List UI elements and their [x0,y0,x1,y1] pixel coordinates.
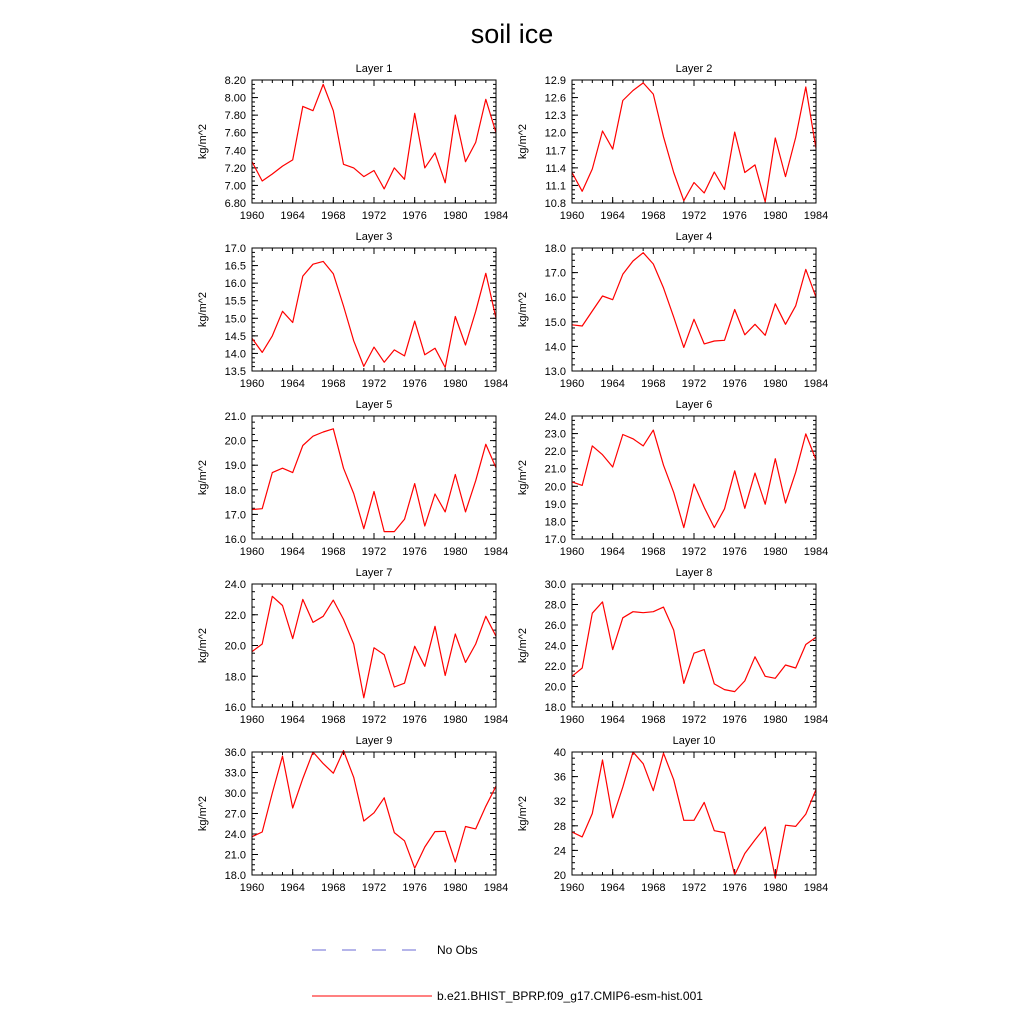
y-tick-label: 18.0 [544,243,566,255]
x-tick-label: 1960 [239,210,265,222]
panel-layer-7 [197,567,508,726]
panel-layer-5 [197,399,508,558]
y-tick-label: 24.0 [544,640,566,653]
figure-title: soil ice [470,19,554,49]
x-tick-label: 1972 [681,378,707,390]
y-tick-label: 20 [553,870,566,882]
y-tick-label: 13.5 [224,366,246,378]
minor-ticks [252,80,496,203]
x-tick-label: 1980 [443,210,468,222]
y-tick-label: 16.5 [224,260,246,273]
y-tick-label: 16.0 [224,278,246,291]
y-tick-label: 28.0 [544,599,566,612]
y-tick-label: 32 [553,796,566,809]
y-tick-label: 18.0 [224,870,246,882]
y-axis-label: kg/m^2 [197,291,209,328]
x-tick-label: 1960 [559,882,585,894]
y-tick-label: 11.7 [545,145,566,158]
panel-title: Layer 2 [675,63,713,75]
x-tick-label: 1968 [641,714,666,726]
y-tick-label: 30.0 [544,579,566,591]
y-tick-label: 21.0 [224,849,246,862]
x-tick-label: 1964 [280,546,305,558]
panel-title: Layer 9 [355,735,393,747]
panel-layer-2 [517,63,828,222]
y-tick-label: 22.0 [544,446,566,459]
x-tick-label: 1980 [443,378,468,390]
legend-model-label: b.e21.BHIST_BPRP.f09_g17.CMIP6-esm-hist.001 [437,989,703,1003]
y-tick-label: 16.0 [224,702,246,714]
y-tick-label: 7.00 [224,180,246,193]
x-tick-label: 1976 [402,210,427,222]
series-line [572,83,816,202]
x-tick-label: 1976 [722,714,747,726]
panel-layer-6 [517,399,828,558]
x-tick-label: 1972 [681,546,707,558]
minor-ticks [572,248,816,371]
series-line [252,84,496,188]
legend-no-obs-label: No Obs [437,943,478,957]
y-tick-label: 40 [553,747,566,759]
y-tick-label: 22.0 [224,609,246,622]
x-tick-label: 1984 [483,210,509,222]
y-tick-label: 24 [553,845,566,858]
x-tick-label: 1972 [681,714,707,726]
x-tick-label: 1968 [641,378,666,390]
x-tick-label: 1976 [722,546,747,558]
series-line [572,602,816,692]
x-tick-label: 1960 [239,546,265,558]
y-axis-label: kg/m^2 [517,291,529,328]
y-tick-label: 6.80 [224,198,246,210]
panel-title: Layer 5 [355,399,393,411]
y-tick-label: 17.0 [224,509,246,522]
y-tick-label: 13.0 [544,366,566,378]
y-tick-label: 24.0 [224,579,246,591]
x-tick-label: 1972 [361,546,387,558]
y-tick-label: 17.0 [544,267,566,280]
x-tick-label: 1976 [722,882,747,894]
y-axis-label: kg/m^2 [517,123,529,160]
x-tick-label: 1984 [803,378,829,390]
y-tick-label: 26.0 [544,620,566,632]
x-tick-label: 1968 [641,882,666,894]
y-tick-label: 21.0 [544,463,566,476]
series-line [252,751,496,869]
plot-frame [572,584,816,707]
y-tick-label: 14.5 [224,330,246,343]
x-tick-label: 1972 [361,210,387,222]
x-tick-label: 1984 [483,546,509,558]
x-tick-label: 1968 [321,210,346,222]
panel-title: Layer 4 [675,231,713,243]
x-tick-label: 1960 [559,378,585,390]
x-tick-label: 1980 [763,714,788,726]
series-line [252,261,496,367]
y-axis-label: kg/m^2 [197,459,209,496]
plot-frame [252,416,496,539]
plot-frame [252,80,496,203]
x-tick-label: 1984 [803,714,829,726]
x-tick-label: 1960 [239,378,265,390]
x-tick-label: 1964 [600,210,625,222]
panel-title: Layer 6 [675,399,713,411]
plot-frame [572,248,816,371]
series-line [252,429,496,532]
x-tick-label: 1980 [763,378,788,390]
x-tick-label: 1972 [361,714,387,726]
x-tick-label: 1984 [483,714,509,726]
y-tick-label: 7.60 [224,127,246,140]
x-tick-label: 1976 [402,378,427,390]
panel-layer-4 [517,231,828,390]
series-line [252,596,496,698]
y-tick-label: 16.0 [544,292,566,305]
y-tick-label: 10.8 [544,198,566,210]
x-tick-label: 1976 [402,714,427,726]
x-tick-label: 1976 [402,882,427,894]
y-axis-label: kg/m^2 [197,123,209,160]
y-tick-label: 8.20 [224,75,246,87]
y-tick-label: 23.0 [544,428,566,441]
series-line [572,430,816,527]
y-tick-label: 20.0 [544,681,566,694]
x-tick-label: 1964 [280,882,305,894]
y-tick-label: 14.0 [544,341,566,354]
x-tick-label: 1968 [641,546,666,558]
panel-title: Layer 10 [672,735,716,747]
minor-ticks [252,248,496,371]
y-tick-label: 27.0 [224,808,246,821]
x-tick-label: 1964 [280,210,305,222]
panel-title: Layer 7 [355,567,393,579]
y-tick-label: 11.4 [545,162,566,175]
y-tick-label: 18.0 [544,702,566,714]
x-tick-label: 1972 [681,210,707,222]
y-tick-label: 20.0 [544,481,566,494]
y-tick-label: 36 [553,771,566,784]
y-tick-label: 15.0 [544,316,566,329]
x-tick-label: 1984 [803,882,829,894]
y-tick-label: 15.0 [224,313,246,326]
y-axis-label: kg/m^2 [517,627,529,664]
x-tick-label: 1968 [321,378,346,390]
panel-title: Layer 3 [355,231,393,243]
y-tick-label: 33.0 [224,767,246,780]
y-tick-label: 20.0 [224,640,246,653]
x-tick-label: 1972 [361,378,387,390]
series-line [572,253,816,348]
x-tick-label: 1960 [239,714,265,726]
x-tick-label: 1976 [402,546,427,558]
y-axis-label: kg/m^2 [197,795,209,832]
minor-ticks [572,584,816,707]
legend [312,943,703,1003]
panel-title: Layer 1 [355,63,393,75]
y-axis-label: kg/m^2 [517,795,529,832]
y-tick-label: 17.0 [224,243,246,255]
x-tick-label: 1984 [803,210,829,222]
x-tick-label: 1980 [443,714,468,726]
x-tick-label: 1976 [722,210,747,222]
x-tick-label: 1960 [239,882,265,894]
y-axis-label: kg/m^2 [197,627,209,664]
x-tick-label: 1980 [763,882,788,894]
y-tick-label: 12.0 [544,127,566,140]
y-tick-label: 14.0 [224,348,246,361]
x-tick-label: 1960 [559,714,585,726]
y-tick-label: 8.00 [224,92,246,105]
panels [197,63,828,894]
x-tick-label: 1984 [483,378,509,390]
y-tick-label: 20.0 [224,435,246,448]
panel-layer-3 [197,231,508,390]
x-tick-label: 1968 [641,210,666,222]
minor-ticks [252,416,496,539]
y-tick-label: 16.0 [224,534,246,546]
y-tick-label: 24.0 [544,411,566,423]
y-tick-label: 15.5 [224,295,246,308]
y-tick-label: 19.0 [224,460,246,473]
y-tick-label: 28 [553,820,566,833]
x-tick-label: 1964 [600,378,625,390]
x-tick-label: 1972 [681,882,707,894]
x-tick-label: 1980 [443,546,468,558]
x-tick-label: 1964 [600,882,625,894]
x-tick-label: 1964 [280,714,305,726]
plot-frame [252,248,496,371]
y-tick-label: 22.0 [544,661,566,673]
x-tick-label: 1964 [280,378,305,390]
panel-layer-9 [197,735,508,894]
y-tick-label: 21.0 [224,411,246,423]
y-tick-label: 36.0 [224,747,246,759]
x-tick-label: 1960 [559,210,585,222]
x-tick-label: 1968 [321,546,346,558]
y-tick-label: 12.6 [544,92,566,105]
x-tick-label: 1980 [443,882,468,894]
y-tick-label: 18.0 [224,671,246,684]
x-tick-label: 1980 [763,210,788,222]
panel-layer-1 [197,63,508,222]
y-tick-label: 30.0 [224,788,246,800]
x-tick-label: 1968 [321,882,346,894]
x-tick-label: 1976 [722,378,747,390]
x-tick-label: 1972 [361,882,387,894]
panel-layer-8 [517,567,828,726]
y-tick-label: 24.0 [224,829,246,841]
panel-layer-10 [517,735,828,894]
y-tick-label: 18.0 [224,484,246,497]
y-tick-label: 18.0 [544,516,566,529]
y-tick-label: 7.80 [224,110,246,123]
x-tick-label: 1968 [321,714,346,726]
y-tick-label: 11.1 [545,180,566,193]
y-tick-label: 19.0 [544,498,566,511]
y-tick-label: 7.40 [224,145,246,158]
x-tick-label: 1984 [803,546,829,558]
y-axis-label: kg/m^2 [517,459,529,496]
x-tick-label: 1964 [600,546,625,558]
panel-title: Layer 8 [675,567,713,579]
y-tick-label: 12.9 [544,75,566,87]
y-tick-label: 7.20 [224,162,246,175]
series-line [572,752,816,878]
x-tick-label: 1980 [763,546,788,558]
y-tick-label: 17.0 [544,534,566,546]
x-tick-label: 1984 [483,882,509,894]
x-tick-label: 1964 [600,714,625,726]
y-tick-label: 12.3 [544,110,566,123]
x-tick-label: 1960 [559,546,585,558]
